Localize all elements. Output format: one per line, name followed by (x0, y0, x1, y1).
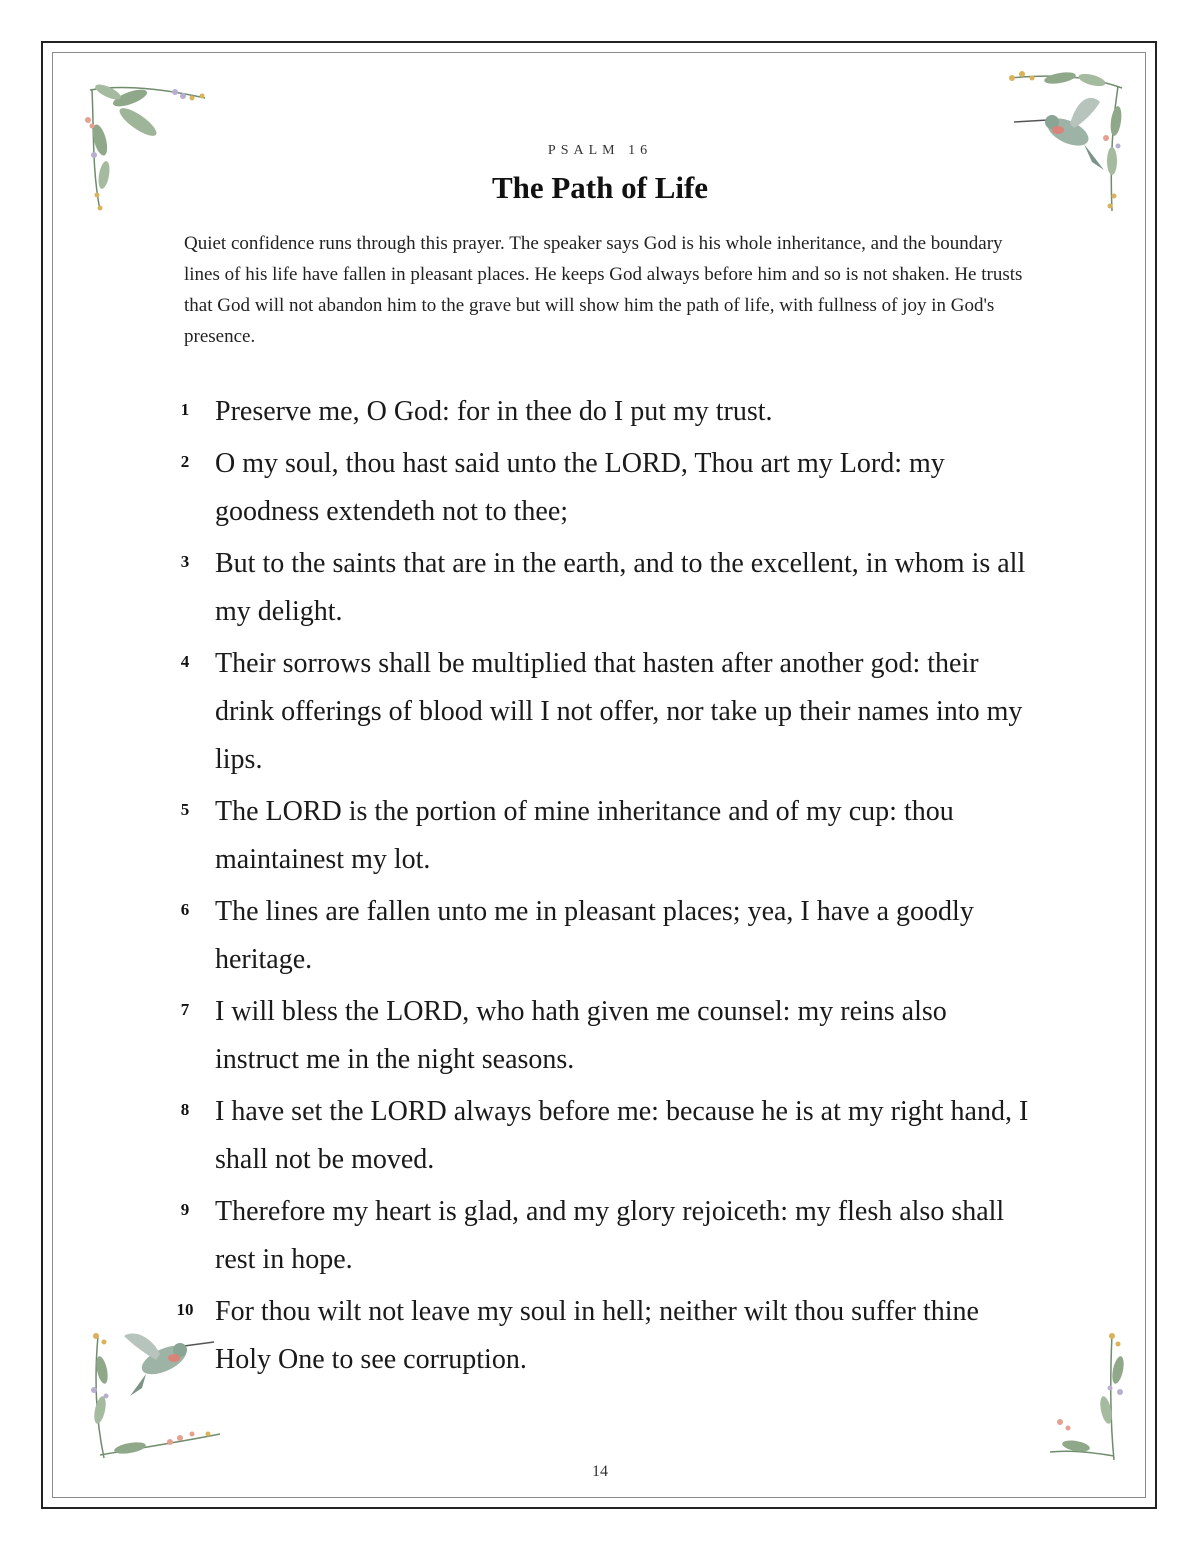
verse-text: I will bless the LORD, who hath given me counsel: my reins also instruct me in the night seasons. (215, 996, 947, 1075)
verse-text: But to the saints that are in the earth, and to the excellent, in whom is all my delight. (215, 548, 1026, 627)
page-title: The Path of Life (491, 170, 709, 205)
verse-item (0, 440, 1200, 536)
verse-text: I have set the LORD always before me: because he is at my right hand, I shall not be moved. (215, 1096, 1029, 1175)
verse-text: The lines are fallen unto me in pleasant places; yea, I have a goodly heritage. (215, 896, 974, 975)
verse-item (0, 1188, 1200, 1284)
verse-text: For thou wilt not leave my soul in hell; neither wilt thou suffer thine Holy One to see corruption. (215, 1296, 979, 1375)
psalm-number-label: PSALM 16 (547, 143, 653, 158)
verse-item (0, 540, 1200, 636)
verse-text: O my soul, thou hast said unto the LORD, Thou art my Lord: my goodness extendeth not to thee; (215, 448, 945, 527)
verse-number: 4 (180, 652, 190, 671)
page-number: 14 (592, 1463, 608, 1480)
verse-number: 5 (180, 800, 190, 819)
verse-text: The LORD is the portion of mine inheritance and of my cup: thou maintainest my lot. (215, 796, 954, 875)
verse-item (0, 888, 1200, 984)
verse-number: 2 (180, 452, 190, 471)
verse-item (0, 1288, 1200, 1384)
verse-item (0, 788, 1200, 884)
verse-number: 1 (180, 400, 190, 419)
verse-list (0, 388, 1200, 1388)
intro-paragraph: Quiet confidence runs through this prayer. The speaker says God is his whole inheritance, and the boundary lines of his life have fallen in pleasant places. He keeps God always before him and so is not shaken. He trusts that God will not abandon him to the grave but will show him the path of life, with fullness of joy in God's presence. (184, 233, 1023, 347)
verse-number: 9 (180, 1200, 190, 1219)
verse-item (0, 1088, 1200, 1184)
verse-number: 6 (180, 900, 190, 919)
verse-item (0, 988, 1200, 1084)
verse-number: 8 (180, 1100, 190, 1119)
verse-item (0, 640, 1200, 784)
verse-text: Preserve me, O God: for in thee do I put my trust. (215, 396, 773, 427)
verse-item (0, 388, 1200, 436)
verse-number: 10 (176, 1300, 194, 1319)
verse-text: Therefore my heart is glad, and my glory rejoiceth: my flesh also shall rest in hope. (215, 1196, 1005, 1275)
verse-text: Their sorrows shall be multiplied that hasten after another god: their drink offerings of blood will I not offer, nor take up their names into my lips. (215, 648, 1023, 775)
verse-number: 3 (180, 552, 190, 571)
verse-number: 7 (180, 1000, 190, 1019)
